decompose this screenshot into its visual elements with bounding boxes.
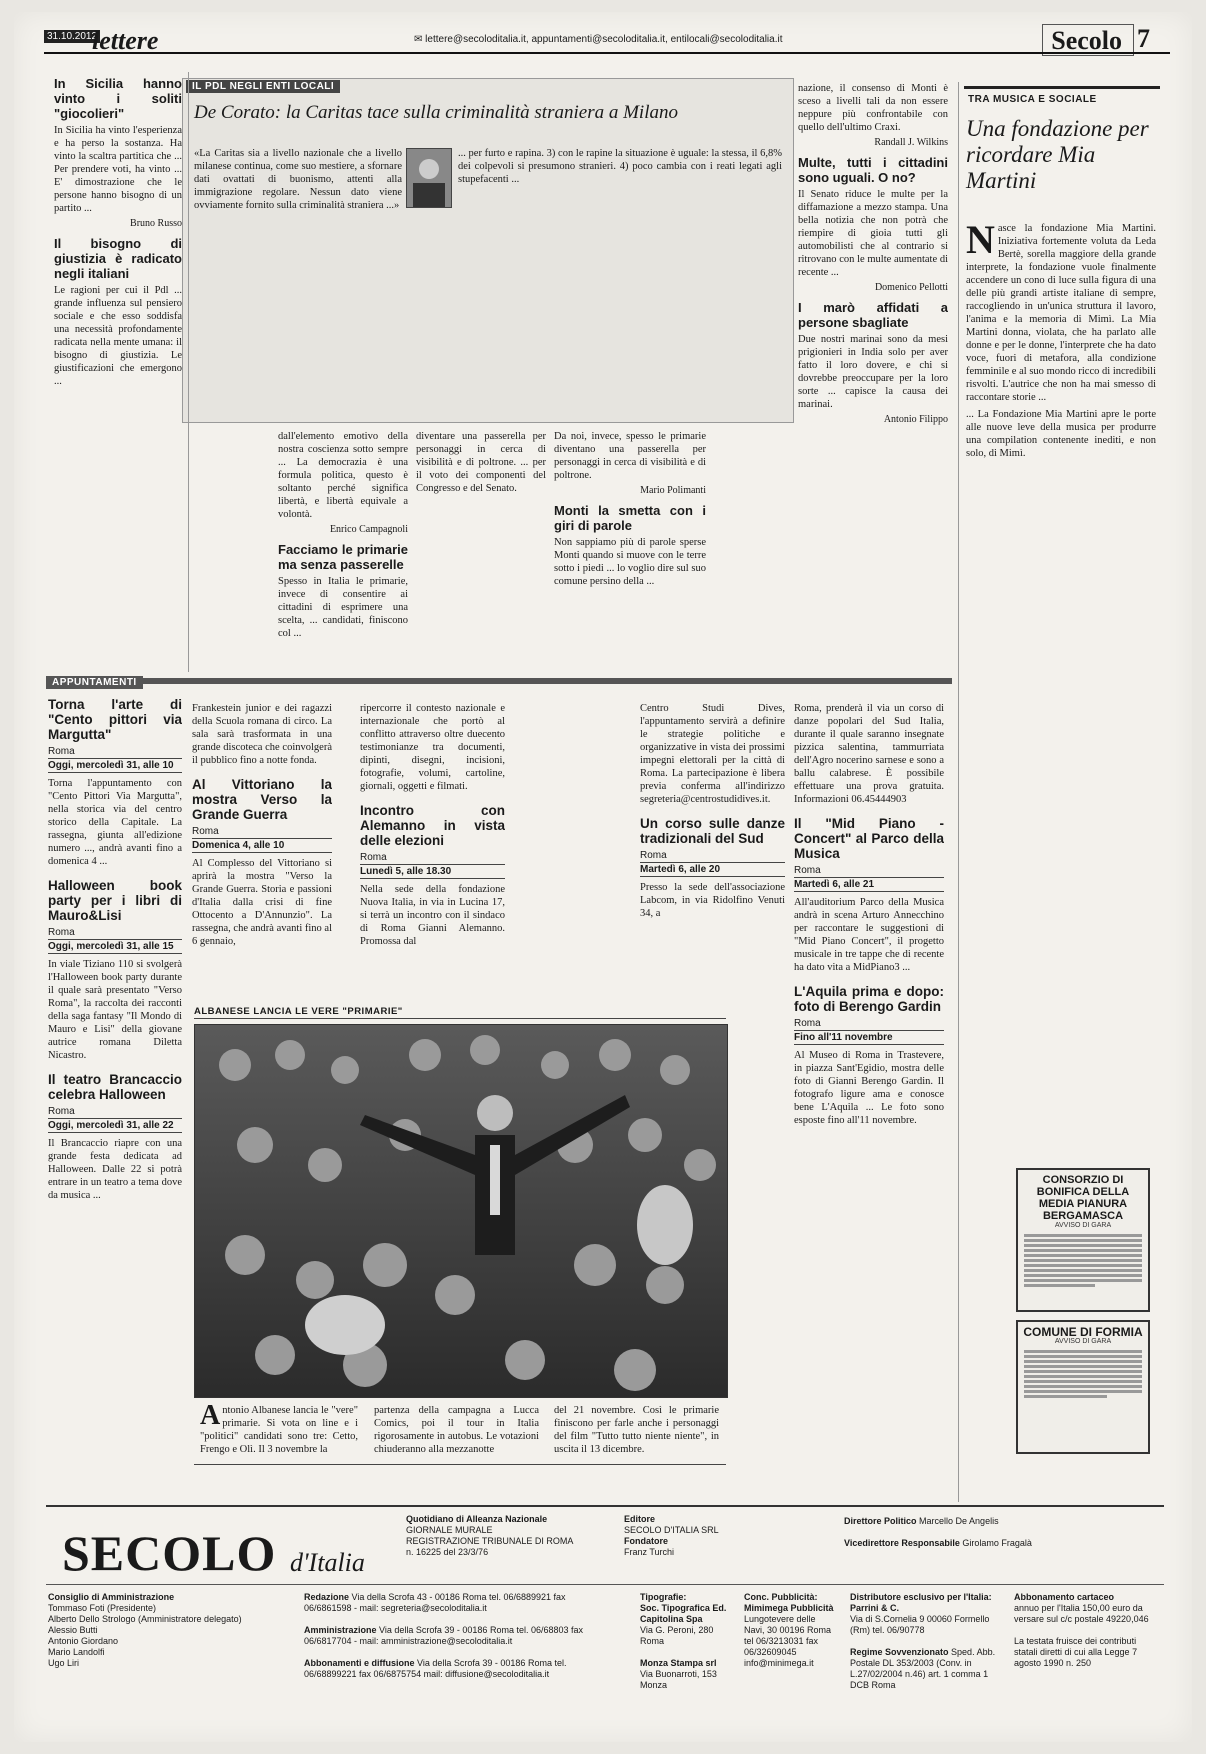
photo-caption-2: partenza della campagna a Lucca Comics, poi il tour in Italia rigorosamente in autobus. Le votazioni chiuderanno alla mezzanotte	[374, 1405, 539, 1455]
sidebar-title: Una fondazione per ricordare Mia Martini	[966, 116, 1149, 193]
ad-consorzio	[1016, 1168, 1150, 1312]
photo-kicker-rule	[194, 1018, 726, 1019]
event-text-grande-guerra: ripercorre il contesto nazionale e internazionale che portò al conflitto attraverso oltre duecento testimonianze tra documenti, dipinti, disegni, incisioni, fotografie, volumi, cartoline, giornali, oggetti e filmati.	[360, 703, 505, 792]
header-brand: Secolo	[1051, 26, 1122, 55]
footer-abb-note: La testata fruisce dei contributi statali diretti di cui alla Legge 7 agosto 1990 n. 250	[1014, 1636, 1138, 1668]
letter-title-primarie: Facciamo le primarie ma senza passerelle	[278, 542, 408, 572]
page-number: 7	[1137, 24, 1150, 53]
appointments-col2	[192, 702, 332, 1012]
footer-amministrazione-label: Amministrazione	[304, 1625, 377, 1635]
appointments-left-column	[48, 697, 182, 1457]
event-place-midpiano: Roma	[794, 864, 944, 878]
footer-abb-label: Abbonamento cartaceo	[1014, 1592, 1115, 1602]
footer-cda-member: Mario Landolfi	[48, 1647, 105, 1657]
footer-monza-address: Via Buonarroti, 153 Monza	[640, 1669, 717, 1690]
sidebar-body-text: asce la fondazione Mia Martini. Iniziativa fortemente voluta da Leda Bertè, sorella maggiore della grande interprete, la fondazione vuole finalmente accendere un cono di luce sulla figura di una delle più grandi artiste italiane di sempre, raccogliendo in un'unica struttura il lavoro, l'anima e la memoria di Mimì. La Mia Martini donna, violata, che ha parlato alle donne e per le donne, l'interprete che ha dato voce, fuori di metafora, alla condizione femminile e al suo mondo ricco di incredibili risvolti. L'autrice che non ha mai smesso di raccontare storie ...	[966, 223, 1156, 403]
event-date-alemanno: Lunedì 5, alle 18.30	[360, 865, 505, 879]
footer-cda-member: Ugo Liri	[48, 1658, 80, 1668]
caption-text-1: ntonio Albanese lancia le "vere" primarie. Si vota on line e i "politici" candidati sono tre: Cetto, Frengo e Olì. Il 3 novembre la	[200, 1405, 358, 1455]
footer-direttore-label: Direttore Politico	[844, 1516, 917, 1526]
footer-abbonamento	[1014, 1592, 1154, 1669]
letter-body-passerella: Da noi, invece, spesso le primarie diventano una passerella per personaggi in cerca di visibilità e di poltrone.	[554, 431, 706, 481]
footer-redazione-label: Redazione	[304, 1592, 350, 1602]
event-text-dives: Centro Studi Dives, l'appuntamento servirà a definire le strategie politiche e organizzative in vista dei prossimi impegni elettorali per la città di Roma. La partecipazione è libera previa conferma all'indirizzo segreteria@centrostudidives.it.	[640, 703, 785, 805]
letter-body-maro: Due nostri marinai sono da mesi prigionieri in India solo per aver fatto il loro dovere, e chi si dovrebbe preoccupare per la loro sorte ... capisce la causa dei marinai.	[798, 334, 948, 410]
footer-top-rule	[46, 1505, 1164, 1507]
letters-left-column	[54, 72, 182, 672]
footer-cda-member: Antonio Giordano	[48, 1636, 119, 1646]
letter-signature-russo: Bruno Russo	[130, 218, 182, 229]
footer-abbonamenti-label: Abbonamenti e diffusione	[304, 1658, 415, 1668]
caption-bottom-rule	[194, 1464, 726, 1465]
section-title: lettere	[92, 26, 159, 55]
event-text-alemanno: Nella sede della fondazione Nuova Italia, in via in Lucina 17, si terrà un incontro con il sindaco di Roma Gianni Alemanno. Promossa dal	[360, 884, 505, 947]
footer-cda-member: Tommaso Foti (Presidente)	[48, 1603, 157, 1613]
letter-title-multe: Multe, tutti i cittadini sono uguali. O no?	[798, 155, 948, 185]
letter-body-sicilia: In Sicilia ha vinto l'esperienza e ha perso la sostanza. Ha vinto la scaltra partitica che ... Per prendere voti, ha vinto ... E' dimostrazione che le persone hanno bisogno di un partito ...	[54, 125, 182, 214]
footer-mid-rule	[46, 1584, 1164, 1585]
event-date-margutta: Oggi, mercoledì 31, alle 10	[48, 759, 182, 773]
letters-mid-col1	[278, 430, 408, 660]
event-text-pizzica: Roma, prenderà il via un corso di danze popolari del Sud Italia, durante il quale saranno insegnate pizzica salentina, tammurriata dell'Agro nocerino sarnese e sono a ballu calabrese. È possibile effettuare una prova gratuita. Informazioni 06.45444903	[794, 703, 944, 805]
footer-vicedirettore-value: Girolamo Fragalà	[962, 1538, 1032, 1548]
feature-body-left: «La Caritas sia a livello nazionale che a livello milanese continua, come suo mestiere, a sfornare dati ovattati di buonismo, attenti alla immigrazione regolare. Nessun dato viene ovviamente fornito sulla criminalità straniera ...»	[194, 148, 402, 211]
footer-quotidiano-line4: n. 16225 del 23/3/76	[406, 1547, 489, 1557]
event-title-alemanno: Incontro con Alemanno in vista delle elezioni	[360, 803, 505, 848]
letters-mid-col3	[554, 430, 706, 660]
sidebar-body	[966, 222, 1156, 1162]
event-text-halloween-book: In viale Tiziano 110 si svolgerà l'Halloween book party durante il quale sarà presentato "Verso Roma", la raccolta dei racconti della saga fantasy "Il Mondo di Mauro e Lisi" della giovane autrice romana Diletta Nicastro.	[48, 959, 182, 1061]
letter-signature-polimanti: Mario Polimanti	[640, 485, 706, 496]
event-text-brancaccio: Il Brancaccio riapre con una grande festa dedicata ad Halloween. Dalle 22 si potrà entrare in un teatro a tema dove da musica ...	[48, 1138, 182, 1201]
footer-vicedirettore-label: Vicedirettore Responsabile	[844, 1538, 960, 1548]
photo-kicker: ALBANESE LANCIA LE VERE "PRIMARIE"	[194, 1006, 403, 1017]
feature-body-right: ... per furto e rapina. 3) con le rapine la situazione è uguale: la stessa, il 6,8% dei colpevoli si presumono stranieri. 4) poco cambia con i reati legati agli stupefacenti ...	[458, 148, 782, 185]
letter-body-multe: Il Senato riduce le multe per la diffamazione a mezzo stampa. Una bella notizia che non potrà che riempire di gioia tutti gli automobilisti che al contrario si ritrovano con le multe aumentate di recente ...	[798, 189, 948, 278]
event-text-margutta: Torna l'appuntamento con "Cento Pittori Via Margutta", nella storica via del centro storico della Capitale. La rassegna, giunta all'edizione numero ..., andrà avanti fino a domenica 4 ...	[48, 778, 182, 867]
footer-cda-member: Alessio Butti	[48, 1625, 98, 1635]
footer-cda-label: Consiglio di Amministrazione	[48, 1592, 175, 1602]
event-place-danze: Roma	[640, 849, 785, 863]
footer-direzione	[844, 1516, 1154, 1549]
sidebar-kicker: TRA MUSICA E SOCIALE	[968, 94, 1097, 105]
footer-editore-value: SECOLO D'ITALIA SRL	[624, 1525, 719, 1535]
letter-body-monti: Non sappiamo più di parole sperse Monti quando si muove con le terre sotto i piedi ... lo voglio dire sul suo comune persino della ...	[554, 537, 706, 587]
event-title-danze: Un corso sulle danze tradizionali del Sud	[640, 816, 785, 846]
footer-distributore-label: Distributore esclusivo per l'Italia: Parrini & C.	[850, 1592, 992, 1613]
albanese-photo	[194, 1024, 728, 1398]
footer-pubblicita-label: Conc. Pubblicità: Mimimega Pubblicità	[744, 1592, 834, 1613]
footer-abbonamenti-value: Via della Scrofa 39 - 00186 Roma tel. 06/68899221 fax 06/6875754 mail: diffusione@secoloditalia.it	[304, 1658, 567, 1679]
event-title-midpiano: Il "Mid Piano - Concert" al Parco della Musica	[794, 816, 944, 861]
event-title-brancaccio: Il teatro Brancaccio celebra Halloween	[48, 1072, 182, 1102]
ad-formia-sub: AVVISO DI GARA	[1054, 1338, 1112, 1345]
footer-distributore	[850, 1592, 1000, 1691]
event-text-vittoriano: Al Complesso del Vittoriano si aprirà la mostra "Verso la Grande Guerra. Storia e passioni d'Italia dalla crisi di fine Ottocento a D'Annunzio". La rassegna, che andrà avanti fino al 6 gennaio,	[192, 858, 332, 947]
footer-quotidiano	[406, 1514, 606, 1558]
footer-cda-member: Alberto Dello Strologo (Amministratore delegato)	[48, 1614, 242, 1624]
caption-dropcap: A	[200, 1404, 221, 1431]
footer-monza-label: Monza Stampa srl	[640, 1658, 717, 1668]
footer-quotidiano-line1: Quotidiano di Alleanza Nazionale	[406, 1514, 548, 1524]
ad-formia	[1016, 1320, 1150, 1454]
header-rule	[44, 52, 1170, 54]
event-date-halloween-book: Oggi, mercoledì 31, alle 15	[48, 940, 182, 954]
footer-editore-label: Editore	[624, 1514, 656, 1524]
event-text-danze: Presso la sede dell'associazione Labcom, in via Ridolfino Venuti 34, a	[640, 882, 785, 919]
event-title-halloween-book: Halloween book party per i libri di Mauro&Lisi	[48, 878, 182, 923]
event-title-margutta: Torna l'arte di "Cento pittori via Margutta"	[48, 697, 182, 742]
event-title-vittoriano: Al Vittoriano la mostra Verso la Grande Guerra	[192, 777, 332, 822]
footer-amministrazione-value: Via della Scrofa 39 - 00186 Roma tel. 06/68803 fax 06/6817704 - mail: amministrazione@secoloditalia.it	[304, 1625, 583, 1646]
event-place-margutta: Roma	[48, 745, 182, 759]
letter-signature-filippo: Antonio Filippo	[883, 414, 948, 425]
footer-regime-label: Regime Sovvenzionato	[850, 1647, 949, 1657]
letters-right-column	[798, 82, 948, 662]
event-date-danze: Martedì 6, alle 20	[640, 863, 785, 877]
footer-cda	[48, 1592, 278, 1669]
ad-consorzio-sub: AVVISO DI GARA	[1054, 1222, 1112, 1229]
footer-tipografie	[640, 1592, 730, 1691]
footer-tipografie-label: Tipografie:	[640, 1592, 687, 1602]
letter-body-craxi: nazione, il consenso di Monti è sceso a livelli tali da non essere neppure più confrontabile con quello dell'ultimo Craxi.	[798, 83, 948, 133]
letter-title-maro: I marò affidati a persone sbagliate	[798, 300, 948, 330]
footer-fondatore-label: Fondatore	[624, 1536, 668, 1546]
ad-consorzio-title: CONSORZIO DI BONIFICA DELLA MEDIA PIANURA BERGAMASCA	[1036, 1174, 1130, 1222]
photo-caption-1	[200, 1404, 358, 1464]
feature-kicker: IL PDL NEGLI ENTI LOCALI	[186, 80, 340, 93]
event-date-aquila: Fino all'11 novembre	[794, 1031, 944, 1045]
sidebar-rule	[964, 86, 1160, 89]
sidebar-body-end: ... La Fondazione Mia Martini apre le porte alle nuove leve della musica per produrre una compilation contenente inediti, e non solo, di Mimì.	[966, 409, 1156, 459]
letter-title-sicilia: In Sicilia hanno vinto i soliti "giocolieri"	[54, 76, 182, 121]
letter-body-giustizia: Le ragioni per cui il Pdl ... grande influenza sul pensiero sociale e che esso soddisfa una necessità profondamente radicata nella mente umana: il bisogno di giustizia. Le giustificazioni che emergono ...	[54, 285, 182, 387]
footer-tipografie-value: Soc. Tipografica Ed. Capitolina Spa	[640, 1603, 727, 1624]
appuntamenti-rule	[46, 678, 952, 684]
footer-masthead: SECOLO	[62, 1525, 277, 1581]
footer-quotidiano-line2: GIORNALE MURALE	[406, 1525, 493, 1535]
footer-quotidiano-line3: REGISTRAZIONE TRIBUNALE DI ROMA	[406, 1536, 574, 1546]
appuntamenti-label: APPUNTAMENTI	[46, 676, 143, 689]
ad-formia-title: COMUNE DI FORMIA	[1023, 1325, 1143, 1339]
letter-signature-campagnoli: Enrico Campagnoli	[329, 524, 408, 535]
event-title-aquila: L'Aquila prima e dopo: foto di Berengo Gardin	[794, 984, 944, 1014]
event-place-vittoriano: Roma	[192, 825, 332, 839]
column-rule	[958, 82, 959, 1502]
event-place-brancaccio: Roma	[48, 1105, 182, 1119]
letter-signature-pellotti: Domenico Pellotti	[874, 282, 948, 293]
column-rule	[188, 72, 189, 672]
header-emails-text: lettere@secoloditalia.it, appuntamenti@secoloditalia.it, entilocali@secoloditalia.it	[425, 34, 783, 45]
header-emails: ✉ lettere@secoloditalia.it, appuntamenti@secoloditalia.it, entilocali@secoloditalia.it	[414, 34, 783, 45]
letter-signature-wilkins: Randall J. Wilkins	[874, 137, 948, 148]
footer-fondatore-value: Franz Turchi	[624, 1547, 675, 1557]
event-text-frankenstein: Frankestein junior e dei ragazzi della Scuola romana di circo. La sala sarà trasformata in una grande discoteca che coinvolgerà il pubblico fino a notte fonda.	[192, 703, 332, 766]
footer-redazione-value: Via della Scrofa 43 - 00186 Roma tel. 06/6889921 fax 06/6861598 - mail: segreteria@secoloditalia.it	[304, 1592, 566, 1613]
footer-pubblicita-value: Lungotevere delle Navi, 30 00196 Roma tel 06/3213031 fax 06/32609045 info@minimega.it	[744, 1614, 832, 1668]
event-date-midpiano: Martedì 6, alle 21	[794, 878, 944, 892]
event-place-halloween-book: Roma	[48, 926, 182, 940]
photo-caption-3: del 21 novembre. Così le primarie finiscono per farle anche i personaggi del film "Tutto tutto niente niente", in uscita il 13 dicembre.	[554, 1405, 719, 1455]
header-date: 31.10.2012	[44, 30, 100, 43]
newspaper-page	[14, 12, 1192, 1742]
feature-title: De Corato: la Caritas tace sulla criminalità straniera a Milano	[194, 102, 678, 123]
letters-mid-col2: diventare una passerella per personaggi in cerca di visibilità e di poltrone. ... per il voto dei componenti del Congresso e del Senato.	[416, 431, 546, 494]
footer-pubblicita	[744, 1592, 834, 1669]
portrait-photo	[406, 148, 452, 208]
event-date-brancaccio: Oggi, mercoledì 31, alle 22	[48, 1119, 182, 1133]
event-date-vittoriano: Domenica 4, alle 10	[192, 839, 332, 853]
footer-masthead-italia: d'Italia	[290, 1548, 365, 1577]
letter-body-primarie: Spesso in Italia le primarie, invece di consentire ai cittadini di esprimere una scelta, ... candidati, finiscono col ...	[278, 576, 408, 639]
footer-contacts	[304, 1592, 614, 1680]
footer-regime-value: Sped. Abb. Postale DL 353/2003 (Conv. in L.27/02/2004 n.46) art. 1 comma 1 DCB Roma	[850, 1647, 996, 1690]
appointments-col4	[640, 702, 785, 1012]
event-place-alemanno: Roma	[360, 851, 505, 865]
footer-direttore-value: Marcello De Angelis	[919, 1516, 999, 1526]
sidebar-dropcap: N	[966, 222, 995, 262]
event-text-midpiano: All'auditorium Parco della Musica andrà in scena Arturo Annecchino per raccontare le suggestioni di "Mid Piano Concert", il progetto musicale in tre tappe che di recente ha dato vita a MidPiano3 ...	[794, 897, 944, 973]
letter-body-democrazia: dall'elemento emotivo della nostra coscienza sotto sempre ... La democrazia è una formula politica, questo è soltanto perché significa libertà, e libertà equivale a volontà.	[278, 431, 408, 520]
event-text-aquila: Al Museo di Roma in Trastevere, in piazza Sant'Egidio, mostra delle foto di Gianni Berengo Gardin. Il fotografo ligure ama e conosce bene L'Aquila ... Le foto sono esposte fino all'11 novembre.	[794, 1050, 944, 1126]
letter-title-giustizia: Il bisogno di giustizia è radicato negli italiani	[54, 236, 182, 281]
letter-title-monti: Monti la smetta con i giri di parole	[554, 503, 706, 533]
ad-consorzio-body	[1024, 1234, 1142, 1287]
footer-abb-value: annuo per l'Italia 150,00 euro da versare sul c/c postale 49220,046	[1014, 1603, 1149, 1624]
ad-formia-body	[1024, 1350, 1142, 1398]
appointments-col3	[360, 702, 505, 1012]
appointments-col5	[794, 702, 944, 1462]
event-place-aquila: Roma	[794, 1017, 944, 1031]
footer-distributore-value: Via di S.Cornelia 9 00060 Formello (Rm) tel. 06/90778	[850, 1614, 990, 1635]
footer-tipografie-address: Via G. Peroni, 280 Roma	[640, 1625, 714, 1646]
footer-editore	[624, 1514, 814, 1558]
